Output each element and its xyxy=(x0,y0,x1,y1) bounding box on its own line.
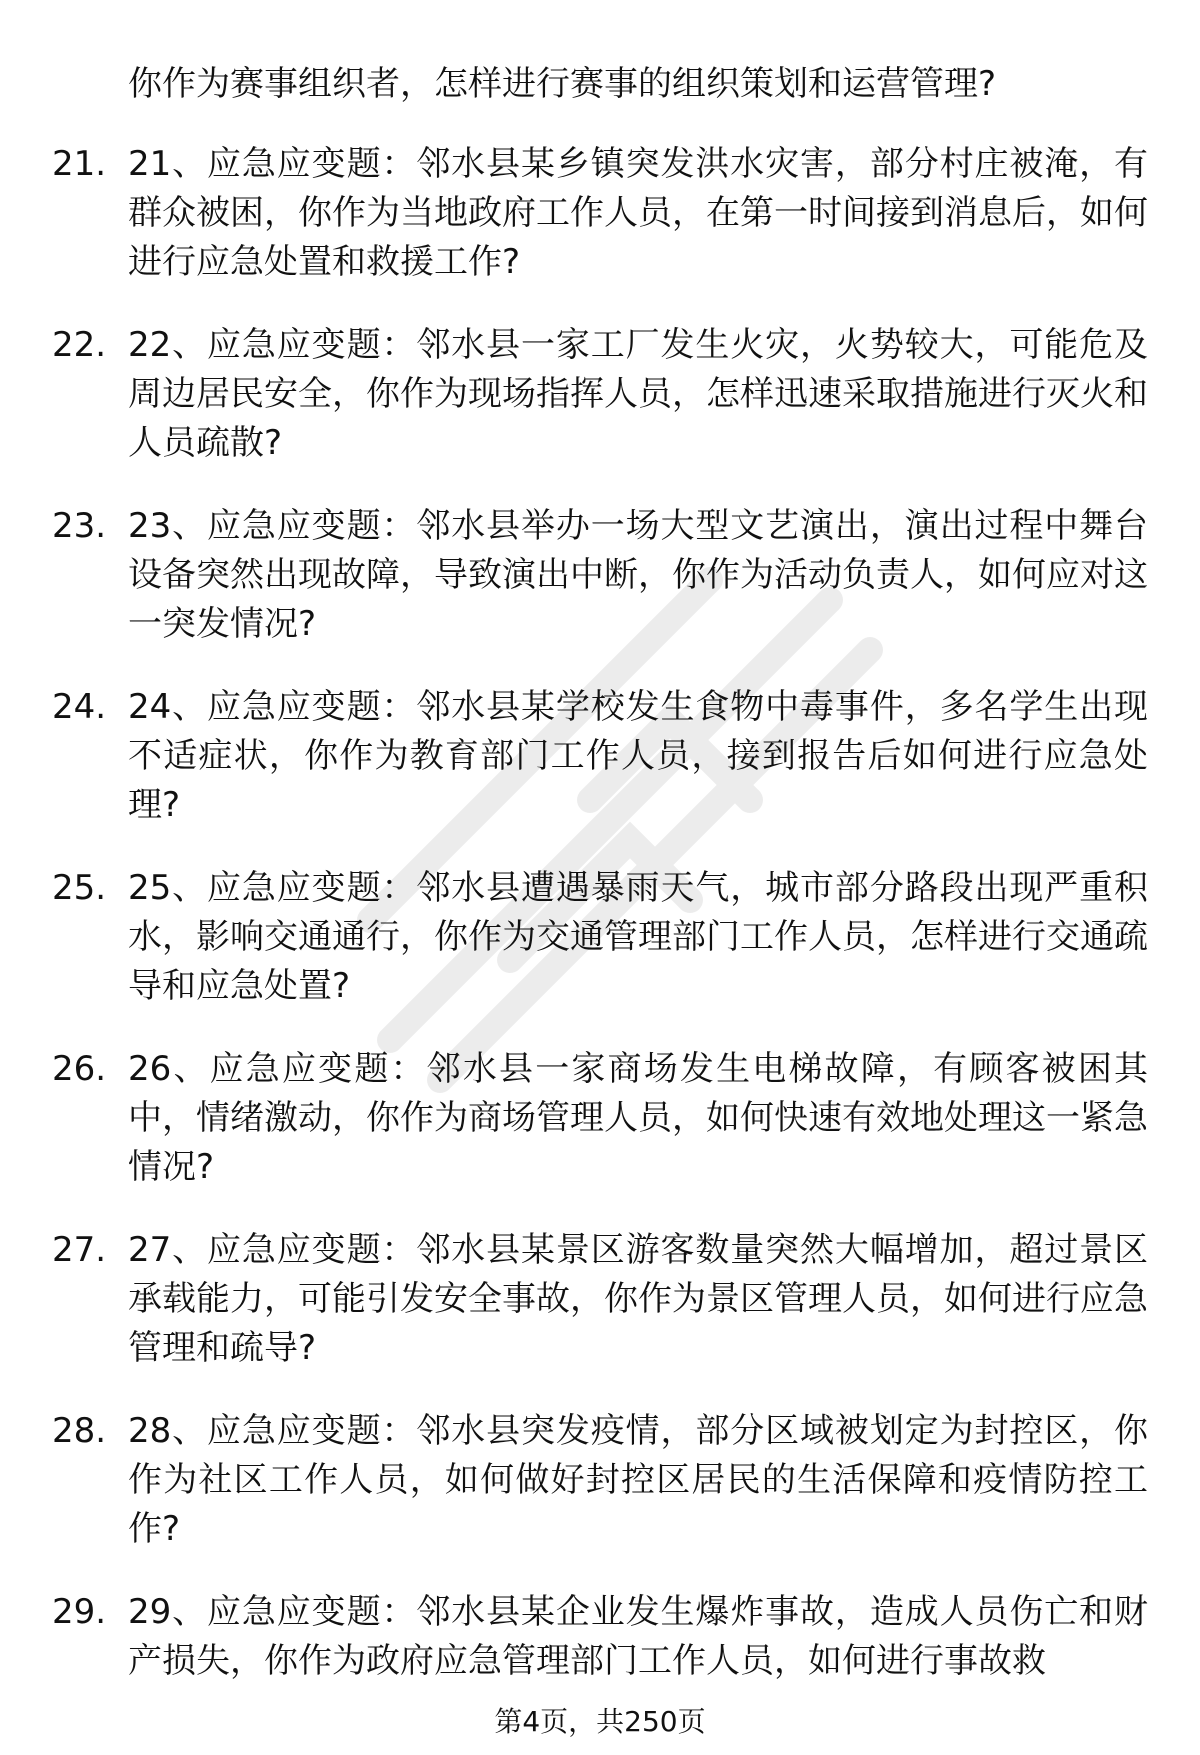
list-item xyxy=(0,502,1200,649)
item-number: 22. xyxy=(52,325,107,365)
page-footer: 第4页，共250页 xyxy=(494,1705,706,1738)
item-text: 22、应急应变题：邻水县一家工厂发生火灾，火势较大，可能危及周边居民安全，你作为现场指挥人员，怎样迅速采取措施进行灭火和人员疏散? xyxy=(128,325,1148,463)
item-number: 23. xyxy=(52,506,107,546)
item-number: 26. xyxy=(52,1049,107,1089)
item-text: 23、应急应变题：邻水县举办一场大型文艺演出，演出过程中舞台设备突然出现故障，导致演出中断，你作为活动负责人，如何应对这一突发情况? xyxy=(128,506,1148,644)
item-number: 25. xyxy=(52,868,107,908)
list-item xyxy=(0,683,1200,830)
item-text: 29、应急应变题：邻水县某企业发生爆炸事故，造成人员伤亡和财产损失，你作为政府应急管理部门工作人员，如何进行事故救 xyxy=(128,1592,1148,1681)
item-text: 24、应急应变题：邻水县某学校发生食物中毒事件，多名学生出现不适症状，你作为教育部门工作人员，接到报告后如何进行应急处理? xyxy=(128,687,1148,825)
item-number: 21. xyxy=(52,144,107,184)
item-text: 21、应急应变题：邻水县某乡镇突发洪水灾害，部分村庄被淹，有群众被困，你作为当地政府工作人员，在第一时间接到消息后，如何进行应急处置和救援工作? xyxy=(128,144,1148,282)
list-item xyxy=(0,1588,1200,1686)
item-text: 28、应急应变题：邻水县突发疫情，部分区域被划定为封控区，你作为社区工作人员，如何做好封控区居民的生活保障和疫情防控工作? xyxy=(128,1411,1148,1549)
item-text: 25、应急应变题：邻水县遭遇暴雨天气，城市部分路段出现严重积水，影响交通通行，你作为交通管理部门工作人员，怎样进行交通疏导和应急处置? xyxy=(128,868,1148,1006)
continuation-text: 你作为赛事组织者，怎样进行赛事的组织策划和运营管理? xyxy=(128,64,997,104)
question-list xyxy=(0,140,1200,1720)
list-item xyxy=(0,1226,1200,1373)
item-number: 28. xyxy=(52,1411,107,1451)
item-text: 27、应急应变题：邻水县某景区游客数量突然大幅增加，超过景区承载能力，可能引发安全事故，你作为景区管理人员，如何进行应急管理和疏导? xyxy=(128,1230,1148,1368)
list-item xyxy=(0,1045,1200,1192)
list-item xyxy=(0,1407,1200,1554)
item-number: 24. xyxy=(52,687,107,727)
list-item xyxy=(0,140,1200,287)
list-item xyxy=(0,321,1200,468)
list-item xyxy=(0,864,1200,1011)
item-number: 27. xyxy=(52,1230,107,1270)
item-text: 26、应急应变题：邻水县一家商场发生电梯故障，有顾客被困其中，情绪激动，你作为商场管理人员，如何快速有效地处理这一紧急情况? xyxy=(128,1049,1148,1187)
item-number: 29. xyxy=(52,1592,107,1632)
